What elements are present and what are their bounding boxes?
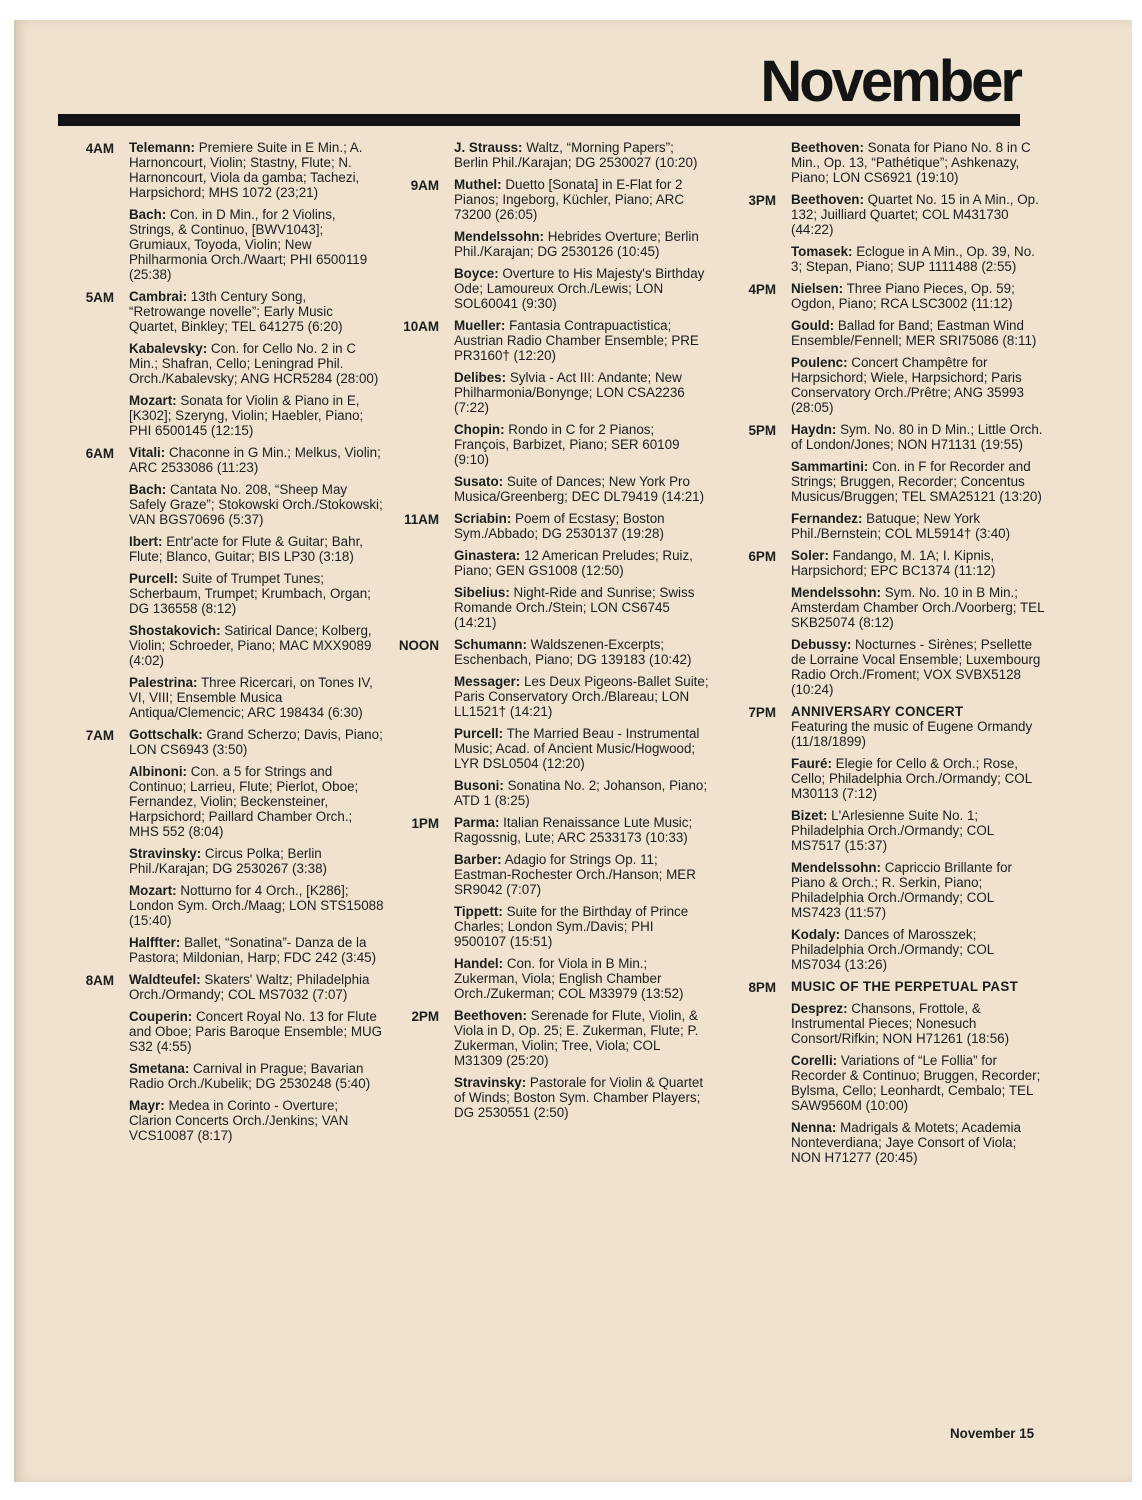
composer-name: Fernandez: [791, 511, 863, 526]
program-entry [454, 370, 709, 415]
recording-details: Con. for Viola in B Min.; Zukerman, Viola; English Chamber Orch./Zukerman; COL M33979 (13:52) [454, 956, 684, 1001]
recording-details: Notturno for 4 Orch., [K286]; London Sym. Orch./Maag; LON STS15088 (15:40) [129, 883, 384, 928]
composer-name: Beethoven: [791, 192, 864, 207]
program-entry [129, 445, 384, 475]
program-entry [454, 585, 709, 630]
program-entry [129, 571, 384, 616]
recording-details: Chansons, Frottole, & Instrumental Pieces; Nonesuch Consort/Rifkin; NON H71261 (18:56) [791, 1001, 1010, 1046]
recording-details: Serenade for Flute, Violin, & Viola in D, Op. 25; E. Zukerman, Flute; P. Zukerman, Violin; Tree, Viola; COL M31309 (25:20) [454, 1008, 699, 1068]
program-entry [454, 140, 709, 170]
program-entry [454, 956, 709, 1001]
slot-entries [791, 281, 1046, 422]
program-entry [791, 355, 1046, 415]
time-slot [384, 637, 709, 815]
recording-details: Eclogue in A Min., Op. 39, No. 3; Stepan, Piano; SUP 1111488 (2:55) [791, 244, 1035, 274]
program-entry [129, 1009, 384, 1054]
program-entry [791, 860, 1046, 920]
time-label: NOON [398, 638, 439, 653]
program-heading-note: Featuring the music of Eugene Ormandy (11/18/1899) [791, 719, 1033, 749]
composer-name: J. Strauss: [454, 140, 523, 155]
recording-details: Capriccio Brillante for Piano & Orch.; R. Serkin, Piano; Philadelphia Orch./Ormandy; COL MS7423 (11:57) [791, 860, 1013, 920]
composer-name: Scriabin: [454, 511, 512, 526]
schedule-column-2 [384, 140, 709, 1127]
composer-name: Soler: [791, 548, 829, 563]
program-entry [791, 1053, 1046, 1113]
program-entry [129, 764, 384, 839]
composer-name: Bach: [129, 482, 167, 497]
composer-name: Nenna: [791, 1120, 837, 1135]
time-slot [724, 422, 1046, 548]
program-entry [791, 140, 1046, 185]
composer-name: Beethoven: [454, 1008, 527, 1023]
time-label: 5AM [85, 290, 114, 305]
composer-name: Mueller: [454, 318, 506, 333]
composer-name: Muthel: [454, 177, 502, 192]
composer-name: Albinoni: [129, 764, 188, 779]
composer-name: Couperin: [129, 1009, 193, 1024]
slot-entries [129, 140, 384, 289]
recording-details: Three Piano Pieces, Op. 59; Ogdon, Piano; RCA LSC3002 (11:12) [791, 281, 1015, 311]
recording-details: Suite of Trumpet Tunes; Scherbaum, Trumpet; Krumbach, Organ; DG 136558 (8:12) [129, 571, 371, 616]
program-entry [129, 675, 384, 720]
time-slot [62, 289, 384, 445]
magazine-page [14, 20, 1132, 1482]
recording-details: Skaters' Waltz; Philadelphia Orch./Ormandy; COL MS7032 (7:07) [129, 972, 370, 1002]
recording-details: Fandango, M. 1A; I. Kipnis, Harpsichord; EPC BC1374 (11:12) [791, 548, 996, 578]
program-entry [129, 140, 384, 200]
composer-name: Tippett: [454, 904, 503, 919]
composer-name: Stravinsky: [454, 1075, 527, 1090]
recording-details: Medea in Corinto - Overture; Clarion Concerts Orch./Jenkins; VAN VCS10087 (8:17) [129, 1098, 349, 1143]
program-entry [129, 935, 384, 965]
recording-details: Cantata No. 208, “Sheep May Safely Graze”; Stokowski Orch./Stokowski; VAN BGS70696 (5:37) [129, 482, 383, 527]
slot-entries [129, 727, 384, 972]
time-label: 4AM [85, 141, 114, 156]
time-label: 5PM [748, 423, 776, 438]
time-label [724, 140, 776, 141]
composer-name: Mayr: [129, 1098, 165, 1113]
program-entry [791, 244, 1046, 274]
recording-details: Waltz, “Morning Papers”; Berlin Phil./Karajan; DG 2530027 (10:20) [454, 140, 698, 170]
program-entry [454, 815, 709, 845]
recording-details: Madrigals & Motets; Academia Nonteverdiana; Jaye Consort of Viola; NON H71277 (20:45) [791, 1120, 1021, 1165]
program-entry [791, 585, 1046, 630]
composer-name: Mendelssohn: [791, 860, 882, 875]
time-slot [724, 281, 1046, 422]
program-entry [454, 726, 709, 771]
time-slot [724, 140, 1046, 192]
program-entry [454, 229, 709, 259]
program-entry [791, 192, 1046, 237]
slot-entries [791, 140, 1046, 192]
time-label: 9AM [410, 178, 439, 193]
recording-details: Adagio for Strings Op. 11; Eastman-Rochester Orch./Hanson; MER SR9042 (7:07) [454, 852, 696, 897]
slot-entries [791, 192, 1046, 281]
program-entry [791, 637, 1046, 697]
recording-details: Fantasia Contrapuactistica; Austrian Radio Chamber Ensemble; PRE PR3160† (12:20) [454, 318, 699, 363]
recording-details: Sonata for Violin & Piano in E, [K302]; Szeryng, Violin; Haebler, Piano; PHI 6500145 (12:15) [129, 393, 364, 438]
slot-entries [454, 511, 709, 637]
time-slot [62, 140, 384, 289]
composer-name: Parma: [454, 815, 500, 830]
composer-name: Chopin: [454, 422, 505, 437]
recording-details: Italian Renaissance Lute Music; Ragossnig, Lute; ARC 2533173 (10:33) [454, 815, 693, 845]
recording-details: Suite of Dances; New York Pro Musica/Greenberg; DEC DL79419 (14:21) [454, 474, 705, 504]
program-entry [129, 1061, 384, 1091]
program-entry [129, 846, 384, 876]
recording-details: Circus Polka; Berlin Phil./Karajan; DG 2530267 (3:38) [129, 846, 328, 876]
composer-name: Purcell: [129, 571, 179, 586]
recording-details: Sonatina No. 2; Johanson, Piano; ATD 1 (8:25) [454, 778, 708, 808]
program-entry [129, 883, 384, 928]
program-entry [129, 482, 384, 527]
recording-details: Sylvia - Act III: Andante; New Philharmonia/Bonynge; LON CSA2236 (7:22) [454, 370, 685, 415]
slot-entries [454, 140, 709, 177]
time-slot [384, 815, 709, 1008]
program-entry [791, 1001, 1046, 1046]
recording-details: Les Deux Pigeons-Ballet Suite; Paris Conservatory Orch./Blareau; LON LL1521† (14:21) [454, 674, 709, 719]
recording-details: Chaconne in G Min.; Melkus, Violin; ARC 2533086 (11:23) [129, 445, 381, 475]
program-entry [129, 1098, 384, 1143]
program-entry [129, 289, 384, 334]
recording-details: Three Ricercari, on Tones IV, VI, VIII; Ensemble Musica Antiqua/Clemencic; ARC 198434 (6:30) [129, 675, 373, 720]
program-entry [791, 548, 1046, 578]
program-entry [454, 637, 709, 667]
program-entry [454, 177, 709, 222]
program-entry [129, 207, 384, 282]
time-label: 8AM [85, 973, 114, 988]
program-entry [129, 341, 384, 386]
recording-details: L'Arlesienne Suite No. 1; Philadelphia Orch./Ormandy; COL MS7517 (15:37) [791, 808, 994, 853]
composer-name: Boyce: [454, 266, 499, 281]
program-entry [454, 1008, 709, 1068]
recording-details: Dances of Marosszek; Philadelphia Orch./Ormandy; COL MS7034 (13:26) [791, 927, 994, 972]
time-slot [724, 548, 1046, 704]
program-entry [791, 1120, 1046, 1165]
recording-details: Satirical Dance; Kolberg, Violin; Schroeder, Piano; MAC MXX9089 (4:02) [129, 623, 372, 668]
program-entry [791, 927, 1046, 972]
slot-entries [454, 1008, 709, 1127]
recording-details: Overture to His Majesty's Birthday Ode; Lamoureux Orch./Lewis; LON SOL60041 (9:30) [454, 266, 705, 311]
composer-name: Nielsen: [791, 281, 844, 296]
recording-details: Batuque; New York Phil./Bernstein; COL ML5914† (3:40) [791, 511, 1011, 541]
program-entry [454, 266, 709, 311]
recording-details: Con. in D Min., for 2 Violins, Strings, & Continuo, [BWV1043]; Grumiaux, Toyoda, Violin; New Philharmonia Orch./Waart; PHI 6500119 (25:38) [129, 207, 368, 282]
recording-details: Ballad for Band; Eastman Wind Ensemble/Fennell; MER SRI75086 (8:11) [791, 318, 1037, 348]
composer-name: Tomasek: [791, 244, 853, 259]
recording-details: Carnival in Prague; Bavarian Radio Orch./Kubelik; DG 2530248 (5:40) [129, 1061, 371, 1091]
time-slot [384, 1008, 709, 1127]
program-entry [454, 904, 709, 949]
program-entry [454, 778, 709, 808]
program-entry [791, 459, 1046, 504]
recording-details: 12 American Preludes; Ruiz, Piano; GEN GS1008 (12:50) [454, 548, 693, 578]
time-slot [384, 318, 709, 511]
composer-name: Messager: [454, 674, 521, 689]
page-title: November [760, 49, 1020, 114]
program-entry [791, 511, 1046, 541]
time-label: 2PM [411, 1009, 439, 1024]
time-label: 11AM [404, 512, 439, 527]
program-entry [791, 281, 1046, 311]
program-entry [454, 674, 709, 719]
composer-name: Telemann: [129, 140, 195, 155]
slot-entries [454, 318, 709, 511]
composer-name: Bizet: [791, 808, 828, 823]
recording-details: Waldszenen-Excerpts; Eschenbach, Piano; DG 139183 (10:42) [454, 637, 692, 667]
time-slot [62, 727, 384, 972]
composer-name: Poulenc: [791, 355, 848, 370]
slot-entries [129, 972, 384, 1150]
recording-details: Quartet No. 15 in A Min., Op. 132; Juilliard Quartet; COL M431730 (44:22) [791, 192, 1039, 237]
program-heading [791, 704, 1046, 749]
recording-details: Con. a 5 for Strings and Continuo; Larrieu, Flute; Pierlot, Oboe; Fernandez, Violin; Beckensteiner, Harpsichord; Paillard Chamber Orch.; MHS 552 (8:04) [129, 764, 359, 839]
program-entry [791, 318, 1046, 348]
composer-name: Beethoven: [791, 140, 864, 155]
recording-details: 13th Century Song, “Retrowange novelle”; Early Music Quartet, Binkley; TEL 641275 (6:20) [129, 289, 343, 334]
recording-details: Con. in F for Recorder and Strings; Bruggen, Recorder; Concentus Musicus/Bruggen; TEL SMA25121 (13:20) [791, 459, 1042, 504]
program-entry [129, 393, 384, 438]
composer-name: Shostakovich: [129, 623, 221, 638]
slot-entries [791, 979, 1046, 1172]
program-entry [454, 422, 709, 467]
time-label: 10AM [403, 319, 439, 334]
slot-entries [454, 637, 709, 815]
time-label [384, 140, 439, 141]
time-label: 1PM [411, 816, 439, 831]
time-slot [62, 972, 384, 1150]
program-entry [791, 808, 1046, 853]
slot-entries [129, 289, 384, 445]
schedule-column-3 [724, 140, 1046, 1172]
recording-details: Sym. No. 80 in D Min.; Little Orch. of London/Jones; NON H71131 (19:55) [791, 422, 1043, 452]
time-label: 7AM [85, 728, 114, 743]
time-label: 8PM [748, 980, 776, 995]
composer-name: Ginastera: [454, 548, 521, 563]
schedule-column-1 [62, 140, 384, 1150]
composer-name: Kodaly: [791, 927, 841, 942]
recording-details: Sym. No. 10 in B Min.; Amsterdam Chamber Orch./Voorberg; TEL SKB25074 (8:12) [791, 585, 1045, 630]
composer-name: Halffter: [129, 935, 181, 950]
program-entry [454, 474, 709, 504]
time-label: 6PM [748, 549, 776, 564]
program-heading [791, 979, 1046, 994]
composer-name: Haydn: [791, 422, 837, 437]
recording-details: Entr'acte for Flute & Guitar; Bahr, Flute; Blanco, Guitar; BIS LP30 (3:18) [129, 534, 364, 564]
recording-details: Nocturnes - Sirènes; Psellette de Lorraine Vocal Ensemble; Luxembourg Radio Orch./Froment; VOX SVBX5128 (10:24) [791, 637, 1041, 697]
time-slot [384, 177, 709, 318]
composer-name: Purcell: [454, 726, 504, 741]
composer-name: Gottschalk: [129, 727, 203, 742]
recording-details: Pastorale for Violin & Quartet of Winds; Boston Sym. Chamber Players; DG 2530551 (2:50) [454, 1075, 704, 1120]
composer-name: Busoni: [454, 778, 504, 793]
recording-details: Sonata for Piano No. 8 in C Min., Op. 13, “Pathétique”; Ashkenazy, Piano; LON CS6921 (19:10) [791, 140, 1031, 185]
composer-name: Corelli: [791, 1053, 838, 1068]
recording-details: Hebrides Overture; Berlin Phil./Karajan; DG 2530126 (10:45) [454, 229, 699, 259]
time-slot [724, 192, 1046, 281]
slot-entries [791, 422, 1046, 548]
composer-name: Barber: [454, 852, 502, 867]
program-entry [129, 534, 384, 564]
composer-name: Debussy: [791, 637, 852, 652]
time-slot [62, 445, 384, 727]
recording-details: Variations of “Le Follia” for Recorder & Continuo; Bruggen, Recorder; Bylsma, Cello; Leonhardt, Cembalo; TEL SAW9560M (10:00) [791, 1053, 1041, 1113]
program-entry [129, 972, 384, 1002]
time-slot [384, 511, 709, 637]
slot-entries [791, 548, 1046, 704]
time-label: 7PM [748, 705, 776, 720]
composer-name: Waldteufel: [129, 972, 201, 987]
composer-name: Fauré: [791, 756, 832, 771]
time-label: 3PM [748, 193, 776, 208]
composer-name: Cambrai: [129, 289, 188, 304]
composer-name: Sammartini: [791, 459, 869, 474]
recording-details: Ballet, “Sonatina”- Danza de la Pastora; Mildonian, Harp; FDC 242 (3:45) [129, 935, 377, 965]
recording-details: Duetto [Sonata] in E-Flat for 2 Pianos; Ingeborg, Küchler, Piano; ARC 73200 (26:05) [454, 177, 685, 222]
composer-name: Kabalevsky: [129, 341, 208, 356]
recording-details: Suite for the Birthday of Prince Charles; London Sym./Davis; PHI 9500107 (15:51) [454, 904, 689, 949]
composer-name: Schumann: [454, 637, 527, 652]
slot-entries [791, 704, 1046, 979]
time-label: 4PM [748, 282, 776, 297]
composer-name: Susato: [454, 474, 504, 489]
recording-details: Con. for Cello No. 2 in C Min.; Shafran, Cello; Leningrad Phil. Orch./Kabalevsky; ANG HCR5284 (28:00) [129, 341, 379, 386]
composer-name: Bach: [129, 207, 167, 222]
program-heading-title: MUSIC OF THE PERPETUAL PAST [791, 979, 1019, 994]
composer-name: Desprez: [791, 1001, 848, 1016]
header-rule [58, 114, 1020, 126]
composer-name: Ibert: [129, 534, 163, 549]
composer-name: Vitali: [129, 445, 166, 460]
program-entry [791, 756, 1046, 801]
recording-details: Night-Ride and Sunrise; Swiss Romande Orch./Stein; LON CS6745 (14:21) [454, 585, 695, 630]
program-entry [454, 852, 709, 897]
program-entry [454, 548, 709, 578]
recording-details: Concert Champêtre for Harpsichord; Wiele, Harpsichord; Paris Conservatory Orch./Prêtre; ANG 35993 (28:05) [791, 355, 1024, 415]
composer-name: Smetana: [129, 1061, 190, 1076]
recording-details: Poem of Ecstasy; Boston Sym./Abbado; DG 2530137 (19:28) [454, 511, 665, 541]
recording-details: The Married Beau - Instrumental Music; Acad. of Ancient Music/Hogwood; LYR DSL0504 (12:20) [454, 726, 700, 771]
program-entry [129, 727, 384, 757]
slot-entries [454, 177, 709, 318]
time-slot [724, 704, 1046, 979]
recording-details: Rondo in C for 2 Pianos; François, Barbizet, Piano; SER 60109 (9:10) [454, 422, 680, 467]
time-slot [724, 979, 1046, 1172]
recording-details: Elegie for Cello & Orch.; Rose, Cello; Philadelphia Orch./Ormandy; COL M30113 (7:12) [791, 756, 1032, 801]
program-entry [454, 1075, 709, 1120]
composer-name: Sibelius: [454, 585, 510, 600]
recording-details: Premiere Suite in E Min.; A. Harnoncourt, Violin; Stastny, Flute; N. Harnoncourt, Viola da gamba; Tachezi, Harpsichord; MHS 1072 (23;21) [129, 140, 363, 200]
program-entry [454, 318, 709, 363]
composer-name: Mozart: [129, 883, 177, 898]
composer-name: Delibes: [454, 370, 507, 385]
slot-entries [129, 445, 384, 727]
composer-name: Handel: [454, 956, 504, 971]
program-entry [791, 422, 1046, 452]
program-heading-title: ANNIVERSARY CONCERT [791, 704, 964, 719]
recording-details: Grand Scherzo; Davis, Piano; LON CS6943 (3:50) [129, 727, 383, 757]
composer-name: Gould: [791, 318, 835, 333]
recording-details: Concert Royal No. 13 for Flute and Oboe; Paris Baroque Ensemble; MUG S32 (4:55) [129, 1009, 383, 1054]
slot-entries [454, 815, 709, 1008]
program-entry [454, 511, 709, 541]
composer-name: Mozart: [129, 393, 177, 408]
composer-name: Palestrina: [129, 675, 198, 690]
time-label: 6AM [85, 446, 114, 461]
composer-name: Stravinsky: [129, 846, 202, 861]
composer-name: Mendelssohn: [791, 585, 882, 600]
composer-name: Mendelssohn: [454, 229, 545, 244]
time-slot [384, 140, 709, 177]
program-entry [129, 623, 384, 668]
page-footer: November 15 [950, 1426, 1035, 1441]
